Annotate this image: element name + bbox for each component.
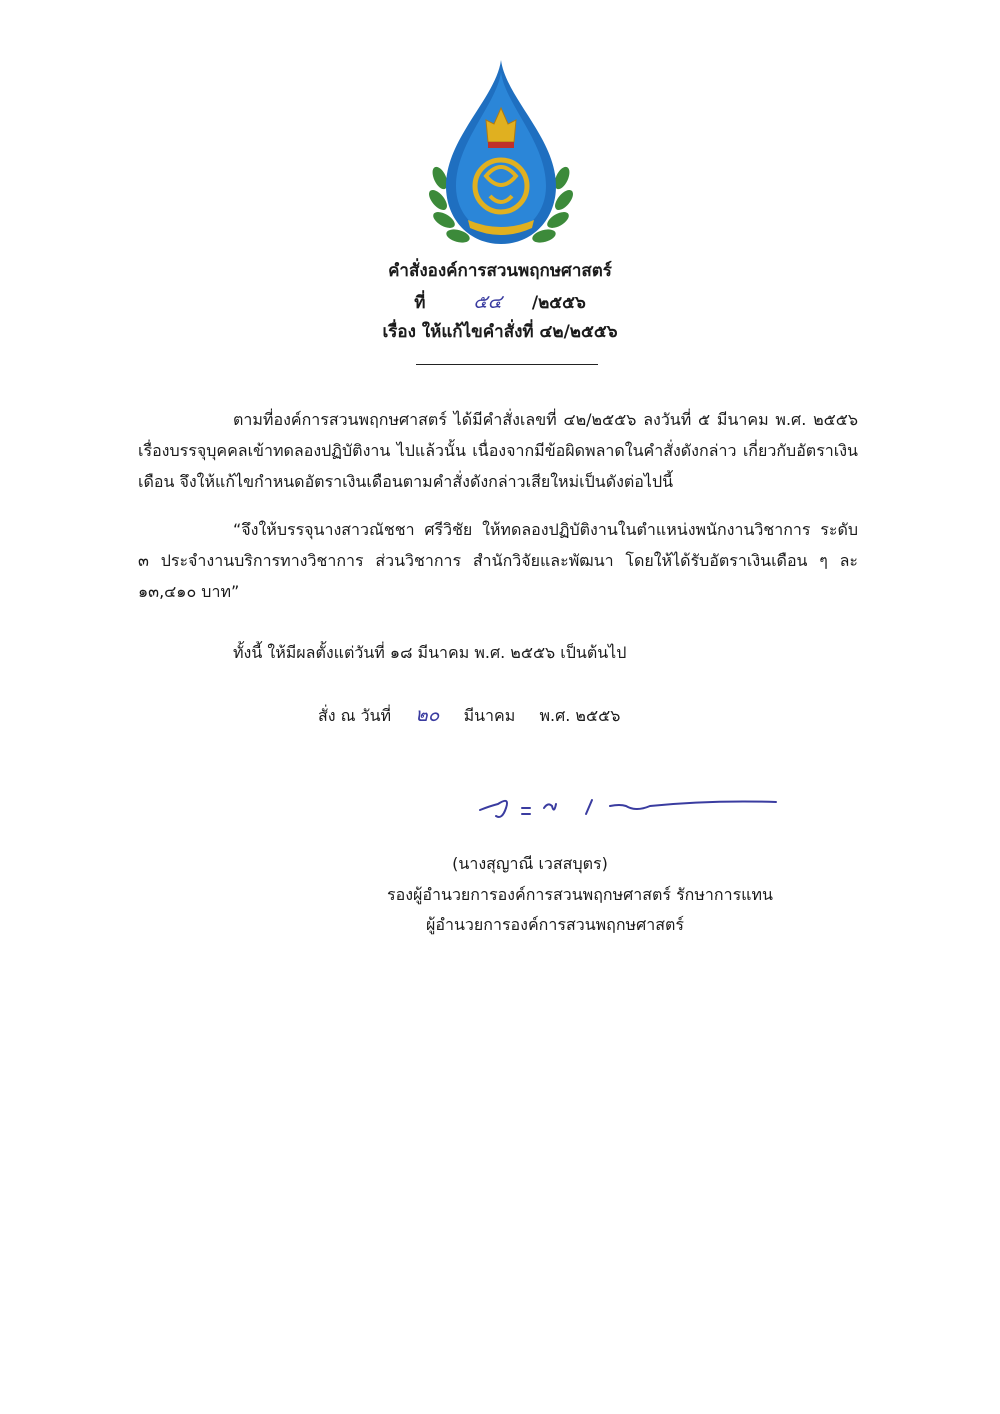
signatory-position-line-2: ผู้อำนวยการองค์การสวนพฤกษศาสตร์ — [426, 915, 684, 934]
order-heading: คำสั่งองค์การสวนพฤกษศาสตร์ — [388, 261, 612, 281]
order-year-suffix: /๒๕๕๖ — [531, 293, 586, 313]
order-month: มีนาคม — [463, 706, 516, 725]
order-number-handwritten: ๕๔ — [473, 291, 503, 313]
order-year: พ.ศ. ๒๕๕๖ — [539, 706, 621, 725]
order-date-line — [318, 700, 818, 731]
body-paragraph-1: ตามที่องค์การสวนพฤกษศาสตร์ ได้มีคำสั่งเลขที่ ๔๒/๒๕๕๖ ลงวันที่ ๕ มีนาคม พ.ศ. ๒๕๕๖ เรื่องบรรจุบุคคลเข้าทดลองปฏิบัติงาน ไปแล้วนั้น เนื่องจากมีข้อผิดพลาดในคำสั่งดังกล่าว เกี่ยวกับอัตราเงินเดือน จึงให้แก้ไขกำหนดอัตราเงินเดือนตามคำสั่งดังกล่าวเสียใหม่เป็นดังต่อไปนี้ — [138, 410, 858, 491]
subject-text: ให้แก้ไขคำสั่งที่ ๔๒/๒๕๕๖ — [421, 322, 618, 342]
order-date-prefix: สั่ง ณ วันที่ — [318, 706, 392, 725]
subject-row — [0, 318, 1000, 345]
body-paragraph-2: “จึงให้บรรจุนางสาวณัชชา ศรีวิชัย ให้ทดลองปฏิบัติงานในตำแหน่งพนักงานวิชาการ ระดับ ๓ ประจำงานบริการทางวิชาการ ส่วนวิชาการ สำนักวิจัยและพัฒนา โดยให้ได้รับอัตราเงินเดือน ๆ ละ ๑๓,๔๑๐ บาท” — [138, 520, 858, 601]
order-number-row — [0, 287, 1000, 317]
order-day-handwritten: ๒๐ — [415, 704, 440, 726]
subject-label: เรื่อง — [382, 322, 416, 342]
header-divider — [416, 364, 598, 365]
organization-emblem-logo — [428, 58, 574, 252]
number-prefix: ที่ — [414, 293, 426, 313]
signatory-position-line-1: รองผู้อำนวยการองค์การสวนพฤกษศาสตร์ รักษาการแทน — [387, 885, 773, 904]
effective-date-paragraph: ทั้งนี้ ให้มีผลตั้งแต่วันที่ ๑๘ มีนาคม พ.ศ. ๒๕๕๖ เป็นต้นไป — [233, 643, 627, 662]
signatory-name: (นางสุญาณี เวสสบุตร) — [452, 854, 608, 873]
handwritten-signature — [470, 786, 790, 826]
